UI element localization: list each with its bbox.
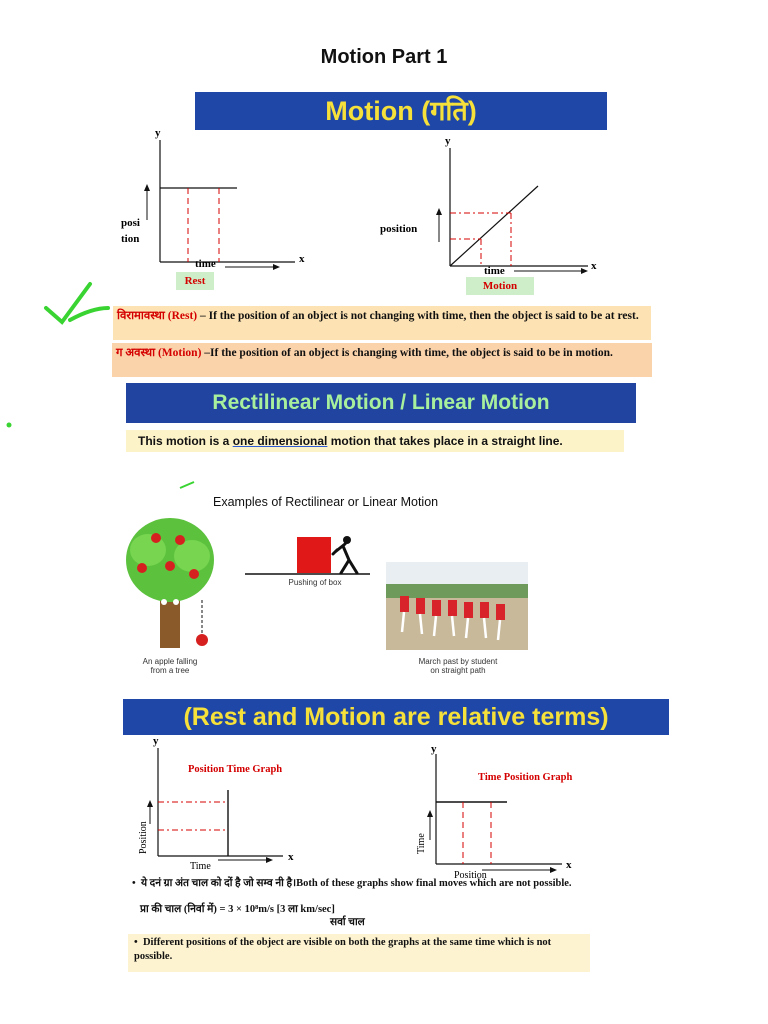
march-caption: March past by student on straight path bbox=[418, 657, 498, 675]
motion-banner: Motion (गति) bbox=[195, 92, 607, 130]
check-mark-icon bbox=[42, 278, 112, 328]
relative-terms-banner: (Rest and Motion are relative terms) bbox=[123, 699, 669, 735]
motion-graph-line bbox=[450, 186, 538, 266]
motion-graph-ylabel: position bbox=[380, 223, 418, 235]
rectilinear-banner: Rectilinear Motion / Linear Motion bbox=[126, 383, 636, 423]
bullet-dot-icon: • bbox=[132, 878, 141, 889]
motion-graph-xlabel: time bbox=[484, 265, 505, 277]
bullet-different-positions: • Different positions of the object are visible on both the graphs at the same time which is not possible. bbox=[128, 934, 590, 972]
svg-text:y: y bbox=[153, 735, 159, 747]
pt-graph-xlabel: Time bbox=[190, 861, 211, 872]
rest-graph-xlabel: time bbox=[195, 258, 216, 270]
one-dimensional-term: one dimensional bbox=[232, 434, 328, 448]
examples-title: Examples of Rectilinear or Linear Motion bbox=[213, 495, 439, 509]
svg-text:x: x bbox=[591, 260, 597, 272]
rest-graph-ylabel-2: tion bbox=[121, 233, 140, 245]
bullet-dot-icon: • bbox=[134, 937, 143, 948]
linear-definition: This motion is a one dimensional motion that takes place in a straight line. bbox=[126, 430, 624, 452]
page-title: Motion Part 1 bbox=[320, 46, 448, 68]
light-speed-sub: सर्वा चाल bbox=[330, 917, 365, 928]
rest-definition-text: – If the position of an object is not changing with time, then the object is said to be at rest. bbox=[197, 310, 639, 322]
light-speed-line: प्रा की चाल (निर्वा में) = 3 × 10⁸m/s [3 ला km/sec] bbox=[140, 904, 335, 915]
time-position-graph bbox=[412, 740, 612, 880]
svg-text:y: y bbox=[431, 743, 437, 755]
motion-definition-lead: ग अवस्था (Motion) bbox=[116, 347, 202, 359]
motion-graph bbox=[378, 130, 608, 290]
apple-caption: An apple falling from a tree bbox=[142, 657, 198, 675]
rest-definition bbox=[113, 306, 651, 340]
pt-graph-ylabel: Position bbox=[138, 821, 149, 854]
rest-graph-y-label: y bbox=[155, 127, 161, 139]
svg-text:x: x bbox=[566, 859, 572, 871]
rest-definition-lead: विरामावस्था (Rest) bbox=[117, 310, 198, 322]
pt-graph-title: Position Time Graph bbox=[188, 764, 283, 775]
motion-badge: Motion bbox=[466, 277, 534, 295]
tp-graph-title: Time Position Graph bbox=[478, 772, 573, 783]
dot-mark-icon bbox=[4, 420, 14, 430]
pushing-box-illustration bbox=[245, 532, 375, 577]
motion-definition bbox=[112, 343, 652, 377]
rest-graph-ylabel-1: posi bbox=[121, 217, 140, 229]
march-past-photo bbox=[386, 562, 528, 650]
tp-graph-xlabel: Position bbox=[454, 870, 487, 880]
rest-graph-x-label: x bbox=[299, 253, 305, 265]
rest-graph bbox=[115, 122, 315, 287]
box-caption: Pushing of box bbox=[288, 578, 342, 587]
apple-tree-illustration bbox=[122, 510, 222, 655]
position-time-graph bbox=[128, 734, 328, 874]
svg-text:y: y bbox=[445, 135, 451, 147]
svg-text:x: x bbox=[288, 851, 294, 863]
dash-mark-icon bbox=[178, 478, 198, 492]
rest-badge: Rest bbox=[176, 272, 214, 290]
motion-definition-text: –If the position of an object is changing with time, the object is said to be in motion. bbox=[201, 347, 613, 359]
bullet-impossible-motion: • ये दनं ग्रा अंत चाल को दों है जो सम्व नी है।Both of these graphs show final moves which are not possible. bbox=[132, 878, 572, 889]
tp-graph-ylabel: Time bbox=[416, 833, 427, 854]
